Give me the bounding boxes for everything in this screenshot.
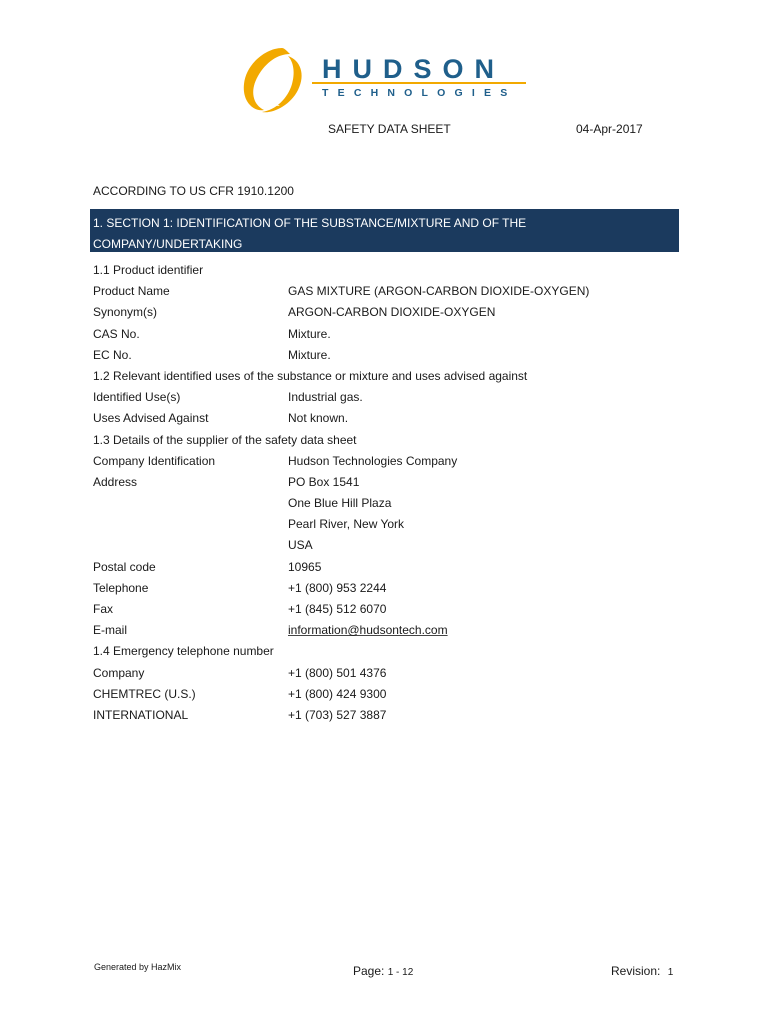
- row-value: +1 (845) 512 6070: [288, 602, 387, 616]
- document-title: SAFETY DATA SHEET: [328, 122, 451, 136]
- row-value: +1 (703) 527 3887: [288, 707, 387, 722]
- email-link[interactable]: information@hudsontech.com: [288, 623, 448, 638]
- row-label: Fax: [93, 602, 114, 616]
- logo-wordmark: HUDSON: [322, 54, 506, 84]
- row-uses-advised-against: [93, 408, 693, 429]
- row-value: GAS MIXTURE (ARGON-CARBON DIOXIDE-OXYGEN): [288, 284, 590, 299]
- row-value: Pearl River, New York: [288, 517, 405, 532]
- page-label: Page:: [353, 964, 385, 978]
- row-value: One Blue Hill Plaza: [288, 496, 392, 511]
- subheading-text: 1.4 Emergency telephone number: [93, 644, 274, 659]
- row-address: [93, 472, 693, 493]
- revision-label: Revision:: [611, 964, 661, 978]
- row-value: 10965: [288, 559, 322, 574]
- subheading-text: 1.2 Relevant identified uses of the substance or mixture and uses advised against: [93, 368, 528, 383]
- row-label: Company: [93, 665, 145, 680]
- row-fax: [93, 599, 693, 620]
- section-title-line-2: COMPANY/UNDERTAKING: [93, 237, 243, 251]
- row-label: Address: [93, 474, 138, 489]
- row-label: Synonym(s): [93, 305, 158, 320]
- revision-value: 1: [667, 967, 674, 978]
- row-postal-code: [93, 557, 693, 578]
- row-synonyms: [93, 302, 693, 323]
- row-address-line-2: [93, 493, 693, 514]
- row-value: Industrial gas.: [288, 390, 363, 405]
- logo-subtitle: TECHNOLOGIES: [322, 87, 517, 99]
- row-label: CHEMTREC (U.S.): [93, 686, 196, 701]
- row-cas-no: [93, 324, 693, 345]
- regulation-reference: ACCORDING TO US CFR 1910.1200: [93, 184, 294, 198]
- row-company-identification: [93, 451, 693, 472]
- subheading-supplier-details: [93, 430, 693, 451]
- subheading-product-identifier: [93, 260, 693, 281]
- row-product-name: [93, 281, 693, 302]
- row-value: USA: [288, 538, 313, 553]
- row-label: Product Name: [93, 284, 170, 299]
- row-value: Mixture.: [288, 326, 331, 341]
- row-email: [93, 620, 693, 641]
- row-label: EC No.: [93, 347, 132, 362]
- row-label: Identified Use(s): [93, 390, 181, 405]
- document-date: 04-Apr-2017: [576, 122, 643, 136]
- row-label: Postal code: [93, 559, 156, 574]
- row-value: PO Box 1541: [288, 474, 360, 489]
- row-label: CAS No.: [93, 326, 140, 341]
- row-identified-uses: [93, 387, 693, 408]
- row-label: E-mail: [93, 623, 128, 638]
- page-indicator: [353, 964, 413, 978]
- row-telephone: [93, 578, 693, 599]
- row-chemtrec: [93, 684, 693, 705]
- row-address-line-4: [93, 535, 693, 556]
- subheading-emergency-telephone: [93, 641, 693, 662]
- revision-indicator: [611, 964, 673, 978]
- hudson-swoosh-icon: [236, 44, 316, 116]
- section-title-line-1: 1. SECTION 1: IDENTIFICATION OF THE SUBSTANCE/MIXTURE AND OF THE: [93, 216, 527, 230]
- row-value: +1 (800) 953 2244: [288, 580, 387, 595]
- identification-table: [93, 260, 693, 726]
- generated-by-note: Generated by HazMix: [94, 962, 182, 972]
- row-value: Hudson Technologies Company: [288, 453, 458, 468]
- row-label: Uses Advised Against: [93, 411, 209, 426]
- row-address-line-3: [93, 514, 693, 535]
- row-value: +1 (800) 424 9300: [288, 686, 387, 701]
- row-ec-no: [93, 345, 693, 366]
- row-company-phone: [93, 663, 693, 684]
- subheading-text: 1.3 Details of the supplier of the safety data sheet: [93, 432, 357, 447]
- page-value: 1 - 12: [387, 967, 414, 978]
- row-international: [93, 705, 693, 726]
- row-value: +1 (800) 501 4376: [288, 665, 387, 680]
- row-label: Telephone: [93, 580, 149, 595]
- row-value: Not known.: [288, 411, 349, 426]
- section-1-banner: [90, 209, 679, 252]
- row-value: Mixture.: [288, 347, 331, 362]
- subheading-text: 1.1 Product identifier: [93, 263, 204, 277]
- subheading-identified-uses: [93, 366, 693, 387]
- row-label: INTERNATIONAL: [93, 707, 189, 722]
- row-label: Company Identification: [93, 453, 216, 468]
- company-logo: [236, 44, 536, 116]
- row-value: ARGON-CARBON DIOXIDE-OXYGEN: [288, 305, 496, 320]
